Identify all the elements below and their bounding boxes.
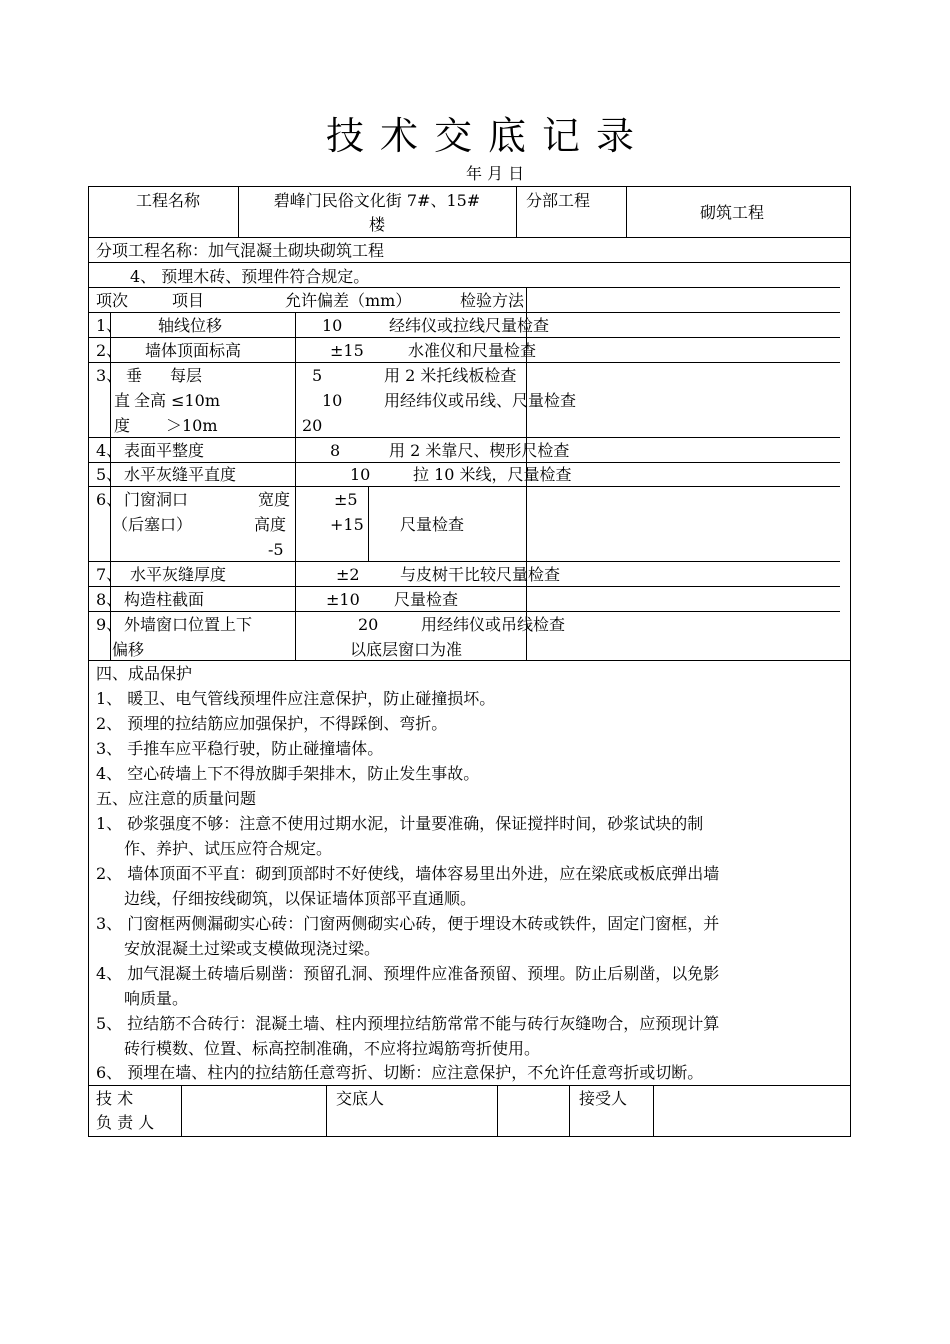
- quality-item-line1: 6、 预埋在墙、柱内的拉结筋任意弯折、切断：应注意保护，不允许任意弯折或切断。: [96, 1063, 704, 1082]
- row8-dev: ±10: [326, 590, 360, 609]
- row7-method: 与皮树干比较尺量检查: [400, 565, 561, 584]
- row3-dev2: 10: [322, 391, 343, 410]
- row3-item-b: 每层: [170, 366, 203, 385]
- date-label: 年 月 日: [466, 164, 525, 183]
- row3-item-f: ＞10m: [166, 416, 218, 435]
- col-method-header: 检验方法: [460, 291, 525, 310]
- row3-item-e: 度: [114, 416, 131, 435]
- row1-dev: 10: [322, 316, 343, 335]
- tech-lead-label-line1: 技 术: [96, 1089, 134, 1108]
- quality-item-line2: 安放混凝土过梁或支模做现浇过梁。: [124, 939, 381, 958]
- col-dev-header: 允许偏差（mm）: [285, 291, 412, 310]
- row8-item: 构造柱截面: [124, 590, 205, 609]
- row2-no: 2、: [96, 341, 123, 360]
- row7-no: 7、: [96, 565, 123, 584]
- row3-item-c: 直: [114, 391, 131, 410]
- row1-no: 1、: [96, 316, 123, 335]
- row1-method: 经纬仪或拉线尺量检查: [389, 316, 550, 335]
- row5-no: 5、: [96, 465, 123, 484]
- quality-item-line1: 3、 门窗框两侧漏砌实心砖：门窗两侧砌实心砖，便于埋设木砖或铁件，固定门窗框，并: [96, 914, 720, 933]
- row9-method: 用经纬仪或吊线检查: [421, 615, 566, 634]
- row9-item: 外墙窗口位置上下: [124, 615, 253, 634]
- row6-sub1: 宽度: [258, 490, 291, 509]
- quality-item-line1: 1、 砂浆强度不够：注意不使用过期水泥，计量要准确，保证搅拌时间，砂浆试块的制: [96, 814, 704, 833]
- row9-dev: 20: [358, 615, 379, 634]
- row4-method: 用 2 米靠尺、楔形尺检查: [389, 441, 570, 460]
- row1-item: 轴线位移: [158, 316, 223, 335]
- quality-heading: 五、应注意的质量问题: [96, 789, 257, 808]
- row7-dev: ±2: [336, 565, 360, 584]
- row2-dev: ±15: [330, 341, 364, 360]
- project-name-value-line1: 碧峰门民俗文化街 7#、15#: [273, 191, 481, 210]
- row3-item-d: 全高 ≤10m: [134, 391, 221, 410]
- row2-method: 水准仪和尺量检查: [408, 341, 537, 360]
- row6-sub2: 高度: [254, 515, 287, 534]
- project-name-label: 工程名称: [136, 191, 201, 210]
- quality-item-line2: 响质量。: [124, 989, 189, 1008]
- protection-item: 3、 手推车应平稳行驶，防止碰撞墙体。: [96, 739, 384, 758]
- row8-method: 尺量检查: [394, 590, 459, 609]
- row6-no: 6、: [96, 490, 123, 509]
- row6-item2: （后塞口）: [112, 515, 193, 534]
- row6-dev1: ±5: [334, 490, 358, 509]
- protection-item: 2、 预埋的拉结筋应加强保护，不得踩倒、弯折。: [96, 714, 448, 733]
- row5-item: 水平灰缝平直度: [124, 465, 237, 484]
- row8-no: 8、: [96, 590, 123, 609]
- protection-item: 4、 空心砖墙上下不得放脚手架排木，防止发生事故。: [96, 764, 480, 783]
- row9-item2: 偏移: [112, 640, 145, 659]
- row6-dev3: -5: [268, 540, 284, 559]
- quality-item-line1: 5、 拉结筋不合砖行：混凝土墙、柱内预埋拉结筋常常不能与砖行灰缝吻合，应预现计算: [96, 1014, 720, 1033]
- quality-item-line1: 2、 墙体顶面不平直：砌到顶部时不好使线，墙体容易里出外进，应在梁底或板底弹出墙: [96, 864, 720, 883]
- col-no-header: 项次: [96, 291, 129, 310]
- row3-item-a: 垂: [126, 366, 143, 385]
- division-label: 分部工程: [526, 191, 591, 210]
- row3-method2: 用经纬仪或吊线、尺量检查: [384, 391, 577, 410]
- row6-method: 尺量检查: [400, 515, 465, 534]
- quality-item-line2: 砖行模数、位置、标高控制准确，不应将拉竭筋弯折使用。: [124, 1039, 541, 1058]
- division-value: 砌筑工程: [700, 203, 765, 222]
- receiver-label: 接受人: [579, 1089, 628, 1108]
- quality-item-line2: 边线，仔细按线砌筑，以保证墙体顶部平直通顺。: [124, 889, 477, 908]
- page-title: 技术交底记录: [326, 114, 651, 158]
- row5-dev: 10: [350, 465, 371, 484]
- row5-method: 拉 10 米线，尺量检查: [413, 465, 572, 484]
- project-name-value-line2: 楼: [368, 215, 385, 234]
- tech-lead-label-line2: 负 责 人: [96, 1113, 155, 1132]
- quality-item-line1: 4、 加气混凝土砖墙后剔凿：预留孔洞、预埋件应准备预留、预埋。防止后剔凿，以免影: [96, 964, 720, 983]
- row9-no: 9、: [96, 615, 123, 634]
- rule-4: 4、 预埋木砖、预埋件符合规定。: [130, 267, 370, 286]
- row3-dev1: 5: [312, 366, 323, 385]
- row4-dev: 8: [330, 441, 341, 460]
- protection-item: 1、 暖卫、电气管线预埋件应注意保护，防止碰撞损坏。: [96, 689, 496, 708]
- row7-item: 水平灰缝厚度: [130, 565, 227, 584]
- row4-no: 4、: [96, 441, 123, 460]
- row6-dev2: +15: [330, 515, 364, 534]
- discloser-label: 交底人: [336, 1089, 385, 1108]
- row6-item: 门窗洞口: [124, 490, 189, 509]
- row3-no: 3、: [96, 366, 123, 385]
- row2-item: 墙体顶面标高: [145, 341, 242, 360]
- row9-method2: 以底层窗口为准: [350, 640, 463, 659]
- row3-method1: 用 2 米托线板检查: [384, 366, 517, 385]
- col-item-header: 项目: [172, 291, 205, 310]
- protection-heading: 四、成品保护: [96, 664, 193, 683]
- subitem-name: 分项工程名称：加气混凝土砌块砌筑工程: [96, 241, 385, 260]
- row3-dev3: 20: [302, 416, 323, 435]
- quality-item-line2: 作、养护、试压应符合规定。: [124, 839, 333, 858]
- row4-item: 表面平整度: [124, 441, 205, 460]
